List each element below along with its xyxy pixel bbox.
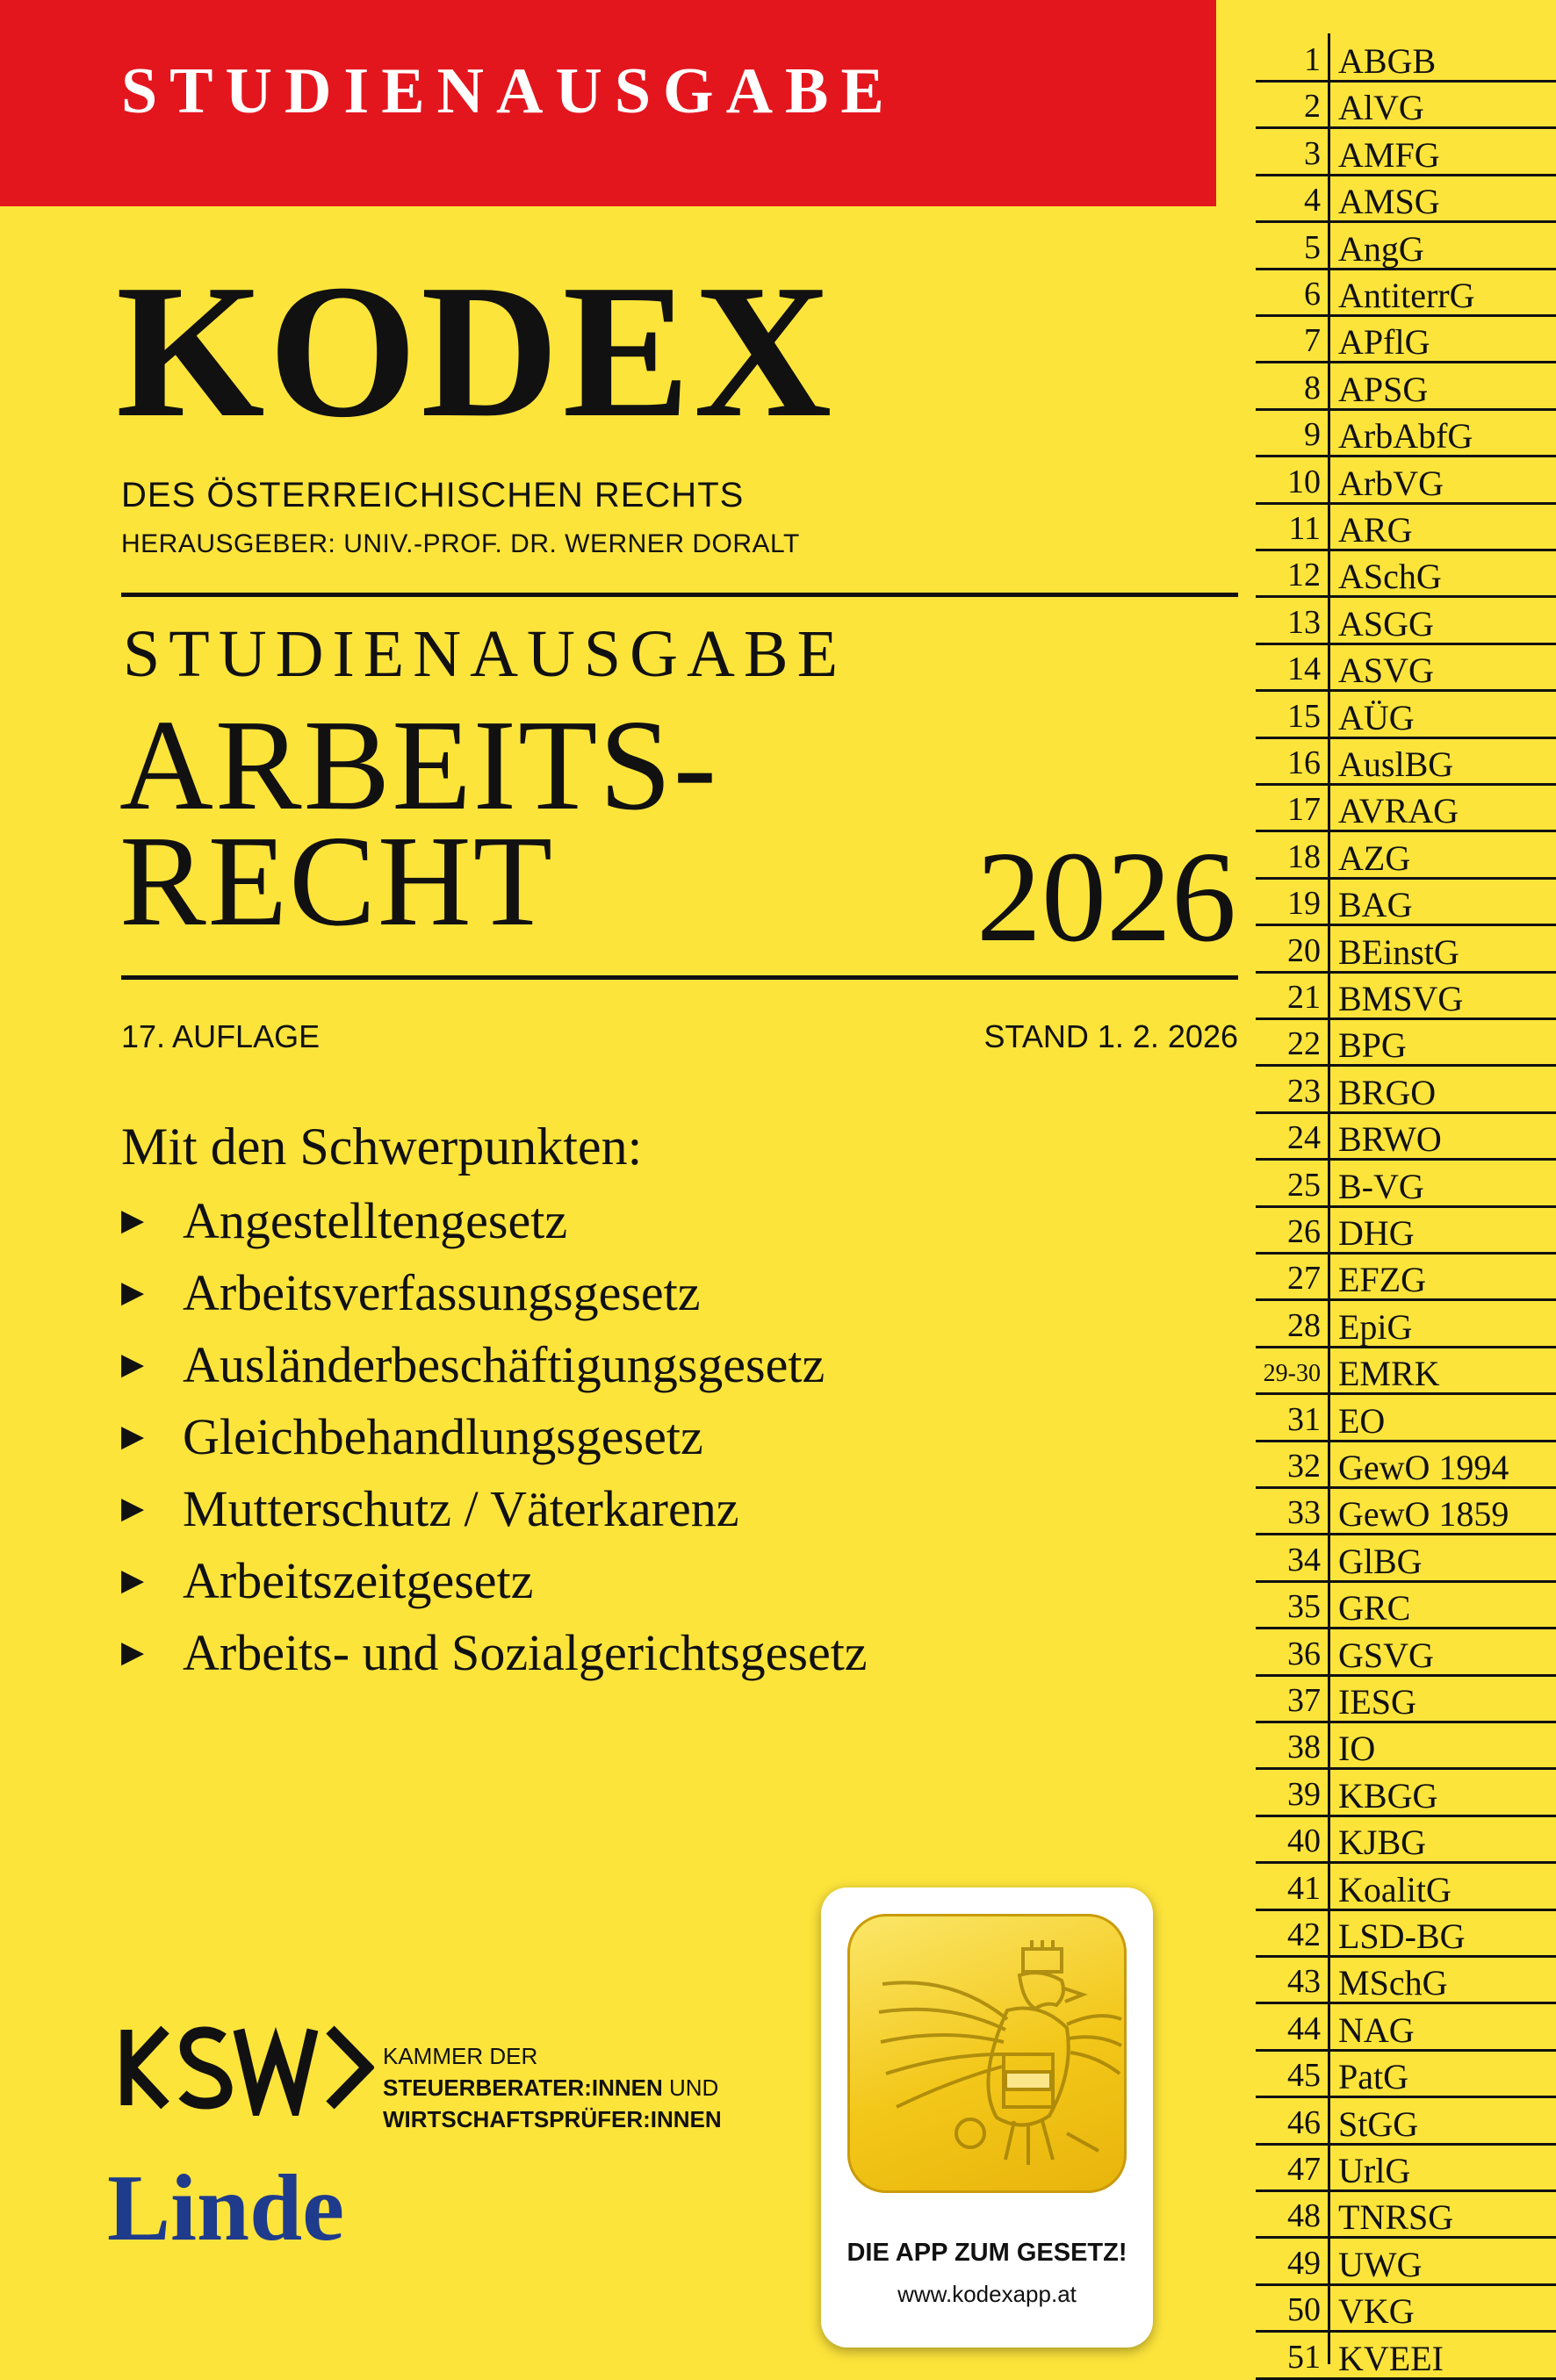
tab-abbreviation: IESG [1338,1682,1416,1722]
app-url[interactable]: www.kodexapp.at [897,2281,1077,2307]
tab-row[interactable] [1256,830,1556,880]
tab-number: 12 [1287,557,1321,594]
tab-number: 51 [1287,2338,1321,2376]
tab-number: 34 [1287,1541,1321,1578]
tab-row[interactable] [1256,2003,1556,2052]
tab-number: 26 [1287,1213,1321,1250]
tab-number: 23 [1287,1072,1321,1110]
divider-bottom [121,975,1238,980]
tab-number: 39 [1287,1775,1321,1813]
tab-abbreviation: AMSG [1338,182,1440,222]
tab-row[interactable] [1256,549,1556,598]
tab-abbreviation: GSVG [1338,1635,1434,1675]
focus-item-label: Gleichbehandlungsgesetz [183,1407,703,1465]
tab-row[interactable] [1256,737,1556,786]
tab-row[interactable] [1256,1065,1556,1114]
tab-abbreviation: ASGG [1338,603,1434,644]
tab-number: 9 [1304,416,1321,454]
tab-abbreviation: LSD-BG [1338,1916,1466,1956]
bullet-triangle-icon: ▶ [121,1348,145,1381]
tab-abbreviation: AlVG [1338,88,1424,128]
tab-abbreviation: B-VG [1338,1166,1424,1206]
tab-row[interactable] [1256,2096,1556,2146]
tab-number: 37 [1287,1682,1321,1719]
tab-number: 18 [1287,838,1321,875]
tab-abbreviation: EMRK [1338,1354,1440,1394]
tab-row[interactable] [1256,80,1556,129]
tab-number: 22 [1287,1025,1321,1063]
tab-abbreviation: PatG [1338,2057,1408,2097]
tab-abbreviation: AVRAG [1338,791,1459,831]
tab-number: 46 [1287,2103,1321,2141]
tab-row[interactable] [1256,2283,1556,2333]
bullet-triangle-icon: ▶ [121,1204,145,1237]
tab-row[interactable] [1256,1017,1556,1067]
tab-row[interactable] [1256,408,1556,457]
tab-abbreviation: AZG [1338,838,1411,878]
ksw-line-2-bold: STEUERBERATER:INNEN [383,2074,663,2101]
tab-abbreviation: APflG [1338,322,1430,363]
tab-row[interactable] [1256,971,1556,1020]
tab-number: 31 [1287,1400,1321,1438]
tab-number: 27 [1287,1260,1321,1298]
tab-row[interactable] [1256,1768,1556,1817]
tab-abbreviation: ABGB [1338,41,1437,81]
tab-abbreviation: KoalitG [1338,1869,1452,1909]
tab-number: 41 [1287,1869,1321,1907]
austrian-eagle-icon [847,1914,1127,2193]
tab-row[interactable] [1256,221,1556,270]
tab-number: 19 [1287,885,1321,923]
ksw-line-2 [383,2072,722,2103]
brand-subtitle: DES ÖSTERREICHISCHEN RECHTS [121,476,745,514]
tab-number: 32 [1287,1448,1321,1485]
tab-abbreviation: EFZG [1338,1260,1426,1300]
tab-row[interactable] [1256,596,1556,645]
tab-number: 15 [1287,697,1321,735]
edition-label: 17. AUFLAGE [121,1018,321,1054]
tab-row[interactable] [1256,1862,1556,1911]
tab-abbreviation: StGG [1338,2103,1419,2144]
tab-number: 25 [1287,1166,1321,1204]
tab-abbreviation: ArbVG [1338,463,1444,503]
tab-abbreviation: GlBG [1338,1541,1423,1581]
tab-row[interactable] [1256,2143,1556,2192]
bullet-triangle-icon: ▶ [121,1276,145,1309]
focus-item-label: Angestelltengesetz [183,1191,568,1249]
tab-number: 42 [1287,1916,1321,1953]
tab-row[interactable] [1256,1486,1556,1535]
tab-number: 4 [1304,182,1321,219]
tab-number: 17 [1287,791,1321,829]
ksw-text [383,2040,722,2135]
tab-number: 43 [1287,1963,1321,2001]
tab-row[interactable] [1256,690,1556,739]
tab-number: 3 [1304,134,1321,172]
tab-abbreviation: IO [1338,1729,1376,1769]
tab-row[interactable] [1256,1534,1556,1583]
tab-row[interactable] [1256,1205,1556,1255]
tab-abbreviation: BPG [1338,1025,1407,1066]
tab-abbreviation: DHG [1338,1213,1415,1253]
ksw-line-1: KAMMER DER [383,2043,538,2069]
tab-abbreviation: ArbAbfG [1338,416,1473,457]
tab-abbreviation: APSG [1338,369,1429,409]
tab-row[interactable] [1256,362,1556,411]
tab-row[interactable] [1256,1299,1556,1348]
tab-number: 36 [1287,1635,1321,1672]
tab-row[interactable] [1256,127,1556,176]
tab-number: 20 [1287,931,1321,969]
tab-number: 49 [1287,2244,1321,2282]
tab-abbreviation: MSchG [1338,1963,1448,2003]
tab-row[interactable] [1256,924,1556,974]
tab-number: 24 [1287,1119,1321,1157]
tab-number: 45 [1287,2057,1321,2095]
tab-number: 2 [1304,88,1321,126]
focus-item [121,1256,868,1328]
ksw-line-3-bold: WIRTSCHAFTSPRÜFER:INNEN [383,2106,722,2132]
tab-abbreviation: BRGO [1338,1072,1437,1112]
tab-abbreviation: BAG [1338,885,1413,925]
focus-item [121,1328,868,1400]
register-tabs [1256,0,1556,2378]
tab-number: 28 [1287,1306,1321,1344]
tab-number: 13 [1287,603,1321,641]
bullet-triangle-icon: ▶ [121,1492,145,1525]
tab-abbreviation: UWG [1338,2244,1423,2284]
tab-number: 5 [1304,228,1321,266]
tab-row[interactable] [1256,1346,1556,1395]
tab-abbreviation: KBGG [1338,1775,1438,1816]
title-line-2: RECHT [119,809,555,953]
tab-number: 50 [1287,2291,1321,2329]
tab-abbreviation: KVEEI [1338,2338,1444,2378]
tab-abbreviation: ASVG [1338,651,1434,691]
tab-row[interactable] [1256,314,1556,363]
linde-logo: Linde [107,2156,345,2261]
tab-row[interactable] [1256,1252,1556,1301]
focus-item [121,1472,868,1544]
tab-row[interactable] [1256,877,1556,926]
tab-abbreviation: GRC [1338,1588,1411,1629]
tab-abbreviation: EO [1338,1400,1386,1441]
tab-number: 8 [1304,369,1321,406]
ksw-line-3 [383,2103,722,2135]
tab-abbreviation: BRWO [1338,1119,1442,1160]
tab-abbreviation: GewO 1994 [1338,1448,1509,1487]
tab-number: 1 [1304,41,1321,78]
bullet-triangle-icon: ▶ [121,1636,145,1669]
tab-number: 14 [1287,651,1321,688]
focus-intro: Mit den Schwerpunkten: [121,1118,643,1176]
tab-abbreviation: VKG [1338,2291,1415,2332]
tab-number: 44 [1287,2010,1321,2047]
ksw-logo [119,2019,374,2116]
tab-number: 38 [1287,1729,1321,1766]
bullet-triangle-icon: ▶ [121,1564,145,1597]
book-title [119,694,718,953]
tab-abbreviation: UrlG [1338,2151,1411,2190]
tab-row[interactable] [1256,2237,1556,2286]
tab-number: 11 [1288,510,1321,547]
tab-abbreviation: BMSVG [1338,979,1464,1018]
tab-abbreviation: AuslBG [1338,744,1454,784]
top-banner [0,0,1216,206]
tab-number: 47 [1287,2151,1321,2188]
focus-list [121,1184,868,1688]
tab-row[interactable] [1256,456,1556,505]
tab-abbreviation: BEinstG [1338,931,1459,972]
tab-row[interactable] [1256,1159,1556,1208]
focus-item [121,1616,868,1688]
tab-number: 35 [1287,1588,1321,1626]
app-tagline: DIE APP ZUM GESETZ! [846,2239,1127,2267]
tab-abbreviation: ASchG [1338,557,1442,597]
tab-number: 16 [1287,744,1321,781]
focus-item-label: Arbeits- und Sozialgerichtsgesetz [183,1623,868,1681]
tab-row[interactable] [1256,2049,1556,2098]
tab-number: 6 [1304,276,1321,313]
tab-number: 48 [1287,2197,1321,2235]
tab-number: 33 [1287,1494,1321,1532]
tab-abbreviation: AngG [1338,228,1424,269]
tab-row[interactable] [1256,33,1556,83]
bullet-triangle-icon: ▶ [121,1420,145,1453]
tab-abbreviation: GewO 1859 [1338,1494,1509,1535]
tab-row[interactable] [1256,643,1556,692]
tab-row[interactable] [1256,1815,1556,1864]
tab-abbreviation: AÜG [1338,697,1415,737]
tab-row[interactable] [1256,1909,1556,1958]
tab-row[interactable] [1256,268,1556,317]
focus-item-label: Mutterschutz / Väterkarenz [183,1479,739,1537]
focus-item-label: Arbeitsverfassungsgesetz [183,1263,701,1321]
app-promo-card [821,1887,1153,2348]
tab-abbreviation: TNRSG [1338,2197,1454,2238]
tab-row[interactable] [1256,1580,1556,1629]
tab-number: 21 [1287,979,1321,1016]
tab-number: 40 [1287,1823,1321,1860]
tab-row[interactable] [1256,783,1556,832]
tab-row[interactable] [1256,1955,1556,2004]
focus-item-label: Ausländerbeschäftigungsgesetz [183,1335,825,1393]
tab-row[interactable] [1256,502,1556,551]
tab-row[interactable] [1256,1721,1556,1770]
focus-item [121,1184,868,1256]
editor-line: HERAUSGEBER: UNIV.-PROF. DR. WERNER DORALT [121,529,800,558]
tab-row[interactable] [1256,1393,1556,1442]
divider-top [121,593,1238,597]
ksw-line-2-rest: UND [662,2074,719,2101]
tab-abbreviation: AntiterrG [1338,276,1475,315]
stand-label: STAND 1. 2. 2026 [983,1018,1238,1054]
book-year: 2026 [976,825,1236,969]
title-line-1: ARBEITS- [119,694,718,838]
tab-number: 29-30 [1263,1360,1321,1388]
tab-row[interactable] [1256,1111,1556,1161]
tab-abbreviation: KJBG [1338,1823,1427,1863]
banner-label: STUDIENAUSGABE [121,55,897,127]
series-label: STUDIENAUSGABE [123,617,846,691]
tab-row[interactable] [1256,1440,1556,1489]
tab-row[interactable] [1256,1628,1556,1677]
tab-row[interactable] [1256,174,1556,223]
tab-row[interactable] [1256,1674,1556,1723]
tab-row[interactable] [1256,2189,1556,2239]
focus-item [121,1544,868,1616]
focus-item-label: Arbeitszeitgesetz [183,1551,534,1609]
tab-abbreviation: NAG [1338,2010,1415,2050]
tab-row[interactable] [1256,2331,1556,2380]
focus-item [121,1400,868,1472]
tab-abbreviation: AMFG [1338,134,1440,175]
tab-abbreviation: EpiG [1338,1306,1413,1347]
tab-number: 10 [1287,463,1321,500]
tab-abbreviation: ARG [1338,510,1413,550]
brand-title: KODEX [116,246,836,457]
tab-number: 7 [1304,322,1321,360]
